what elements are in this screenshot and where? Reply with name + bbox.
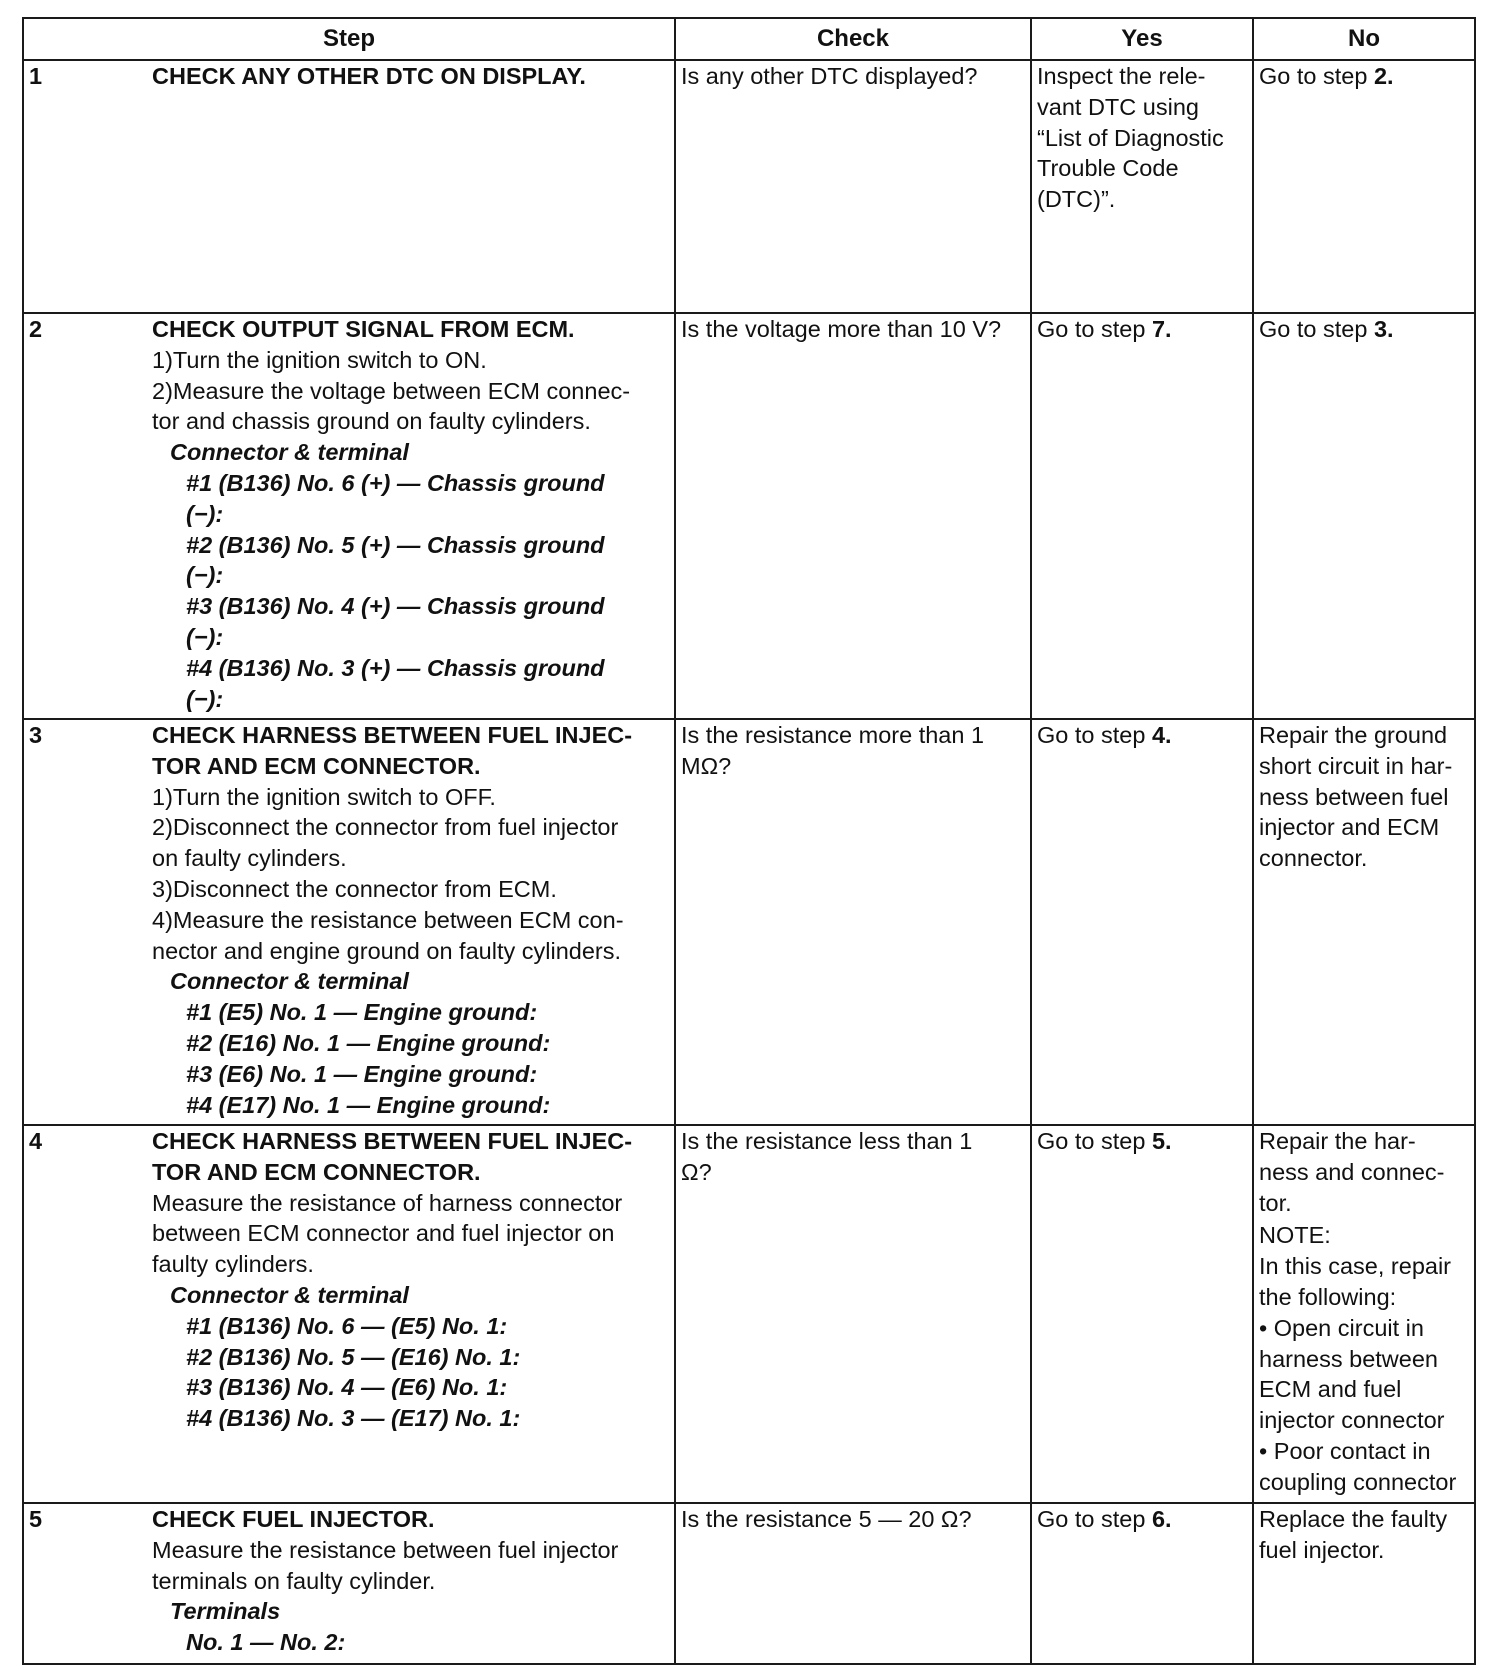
diagnostic-table (22, 17, 1476, 1665)
step-line: terminals on faulty cylinder. (152, 1567, 436, 1594)
terminal-line: No. 1 — No. 2: (186, 1629, 346, 1656)
step-line: faulty cylinders. (152, 1251, 314, 1278)
yes-line: vant DTC using (1037, 93, 1199, 120)
no-line: connector. (1259, 845, 1368, 872)
bullet-line: ECM and fuel (1259, 1376, 1402, 1403)
table-row (23, 1503, 1475, 1664)
yes-line: Inspect the rele- (1037, 63, 1206, 89)
table-row (23, 719, 1475, 1125)
step-title: TOR AND ECM CONNECTOR. (152, 752, 481, 779)
yes-line: “List of Diagnostic (1037, 124, 1224, 151)
no-cell (1253, 719, 1475, 1125)
step-line: Measure the resistance of harness connector (152, 1189, 623, 1216)
terminal-line: #2 (B136) No. 5 (+) — Chassis ground (186, 531, 605, 558)
check-cell (675, 719, 1031, 1125)
step-line: between ECM connector and fuel injector on (152, 1220, 615, 1247)
terminal-line: #1 (B136) No. 6 — (E5) No. 1: (186, 1312, 508, 1339)
yes-prefix: Go to step (1037, 316, 1152, 342)
yes-cell (1031, 60, 1253, 313)
step-cell (23, 60, 675, 313)
check-cell (675, 1503, 1031, 1664)
connector-heading: Connector & terminal (170, 439, 409, 466)
yes-prefix: Go to step (1037, 722, 1152, 748)
note-line: the following: (1259, 1283, 1397, 1310)
step-line: 1)Turn the ignition switch to ON. (152, 346, 487, 373)
no-step-ref: 3. (1373, 316, 1394, 342)
yes-cell (1031, 1503, 1253, 1664)
terminal-line: #3 (B136) No. 4 — (E6) No. 1: (186, 1374, 508, 1401)
note-label: NOTE: (1259, 1222, 1331, 1249)
step-number: 5 (29, 1506, 43, 1532)
step-number: 3 (29, 722, 43, 748)
step-line: 2)Disconnect the connector from fuel injector (152, 814, 619, 841)
check-text: Is the resistance 5 — 20 Ω? (681, 1506, 972, 1532)
terminal-line: (−): (186, 685, 224, 712)
step-title: CHECK OUTPUT SIGNAL FROM ECM. (152, 316, 575, 342)
no-line: ness between fuel (1259, 783, 1449, 810)
terminal-line: #2 (E16) No. 1 — Engine ground: (186, 1029, 551, 1056)
yes-step-ref: 4. (1151, 722, 1172, 748)
step-line: 4)Measure the resistance between ECM con- (152, 906, 624, 933)
no-line: tor. (1259, 1189, 1292, 1216)
terminal-line: #3 (B136) No. 4 (+) — Chassis ground (186, 593, 605, 620)
step-number: 4 (29, 1128, 43, 1154)
step-title: CHECK FUEL INJECTOR. (152, 1506, 435, 1532)
check-text: Ω? (681, 1158, 712, 1185)
check-cell (675, 313, 1031, 719)
note-line: In this case, repair (1259, 1253, 1452, 1280)
check-text: MΩ? (681, 752, 732, 779)
check-text: Is any other DTC displayed? (681, 63, 978, 89)
check-text: Is the voltage more than 10 V? (681, 316, 1002, 342)
step-cell (23, 1125, 675, 1503)
terminal-line: #2 (B136) No. 5 — (E16) No. 1: (186, 1343, 521, 1370)
step-line: Measure the resistance between fuel injector (152, 1536, 619, 1563)
step-title: CHECK HARNESS BETWEEN FUEL INJEC- (152, 1128, 633, 1154)
check-text: Is the resistance less than 1 (681, 1128, 973, 1154)
step-line: nector and engine ground on faulty cylinders. (152, 937, 622, 964)
header-check: Check (675, 18, 1031, 60)
terminal-line: #1 (B136) No. 6 (+) — Chassis ground (186, 469, 605, 496)
bullet-line: coupling connector (1259, 1468, 1457, 1495)
no-step-ref: 2. (1373, 63, 1394, 89)
terminal-line: #4 (E17) No. 1 — Engine ground: (186, 1091, 551, 1118)
no-line: short circuit in har- (1259, 752, 1453, 779)
no-line: Repair the har- (1259, 1128, 1416, 1154)
step-cell (23, 1503, 675, 1664)
yes-cell (1031, 1125, 1253, 1503)
yes-step-ref: 5. (1151, 1128, 1172, 1154)
bullet-item: • Open circuit in (1259, 1313, 1469, 1344)
bullet-item: • Poor contact in (1259, 1436, 1469, 1467)
yes-line: (DTC)”. (1037, 186, 1116, 213)
terminal-line: #3 (E6) No. 1 — Engine ground: (186, 1060, 538, 1087)
header-step: Step (23, 18, 675, 60)
terminal-line: (−): (186, 500, 224, 527)
yes-prefix: Go to step (1037, 1506, 1152, 1532)
bullet-line: injector connector (1259, 1407, 1445, 1434)
step-title: TOR AND ECM CONNECTOR. (152, 1158, 481, 1185)
table-row (23, 313, 1475, 719)
terminal-line: #1 (E5) No. 1 — Engine ground: (186, 999, 538, 1026)
terminal-line: (−): (186, 562, 224, 589)
step-title: CHECK ANY OTHER DTC ON DISPLAY. (152, 63, 586, 89)
yes-line: Trouble Code (1037, 155, 1179, 182)
no-cell (1253, 1125, 1475, 1503)
yes-cell (1031, 313, 1253, 719)
check-cell (675, 1125, 1031, 1503)
no-line: fuel injector. (1259, 1536, 1385, 1563)
yes-step-ref: 7. (1151, 316, 1172, 342)
table-row (23, 60, 1475, 313)
no-cell (1253, 313, 1475, 719)
terminals-heading: Terminals (170, 1598, 281, 1625)
no-prefix: Go to step (1259, 316, 1374, 342)
yes-prefix: Go to step (1037, 1128, 1152, 1154)
yes-step-ref: 6. (1151, 1506, 1172, 1532)
terminal-line: #4 (B136) No. 3 — (E17) No. 1: (186, 1405, 521, 1432)
step-number: 1 (29, 63, 43, 89)
terminal-line: #4 (B136) No. 3 (+) — Chassis ground (186, 654, 605, 681)
no-line: ness and connec- (1259, 1158, 1445, 1185)
step-number: 2 (29, 316, 43, 342)
no-line: injector and ECM (1259, 814, 1440, 841)
connector-heading: Connector & terminal (170, 1281, 409, 1308)
no-line: Replace the faulty (1259, 1506, 1448, 1532)
no-prefix: Go to step (1259, 63, 1374, 89)
no-cell (1253, 1503, 1475, 1664)
step-cell (23, 719, 675, 1125)
header-no: No (1253, 18, 1475, 60)
step-title: CHECK HARNESS BETWEEN FUEL INJEC- (152, 722, 633, 748)
no-line: Repair the ground (1259, 722, 1448, 748)
step-line: on faulty cylinders. (152, 845, 347, 872)
header-row (23, 18, 1475, 60)
check-text: Is the resistance more than 1 (681, 722, 985, 748)
step-line: 2)Measure the voltage between ECM connec- (152, 377, 631, 404)
step-cell (23, 313, 675, 719)
step-line: 3)Disconnect the connector from ECM. (152, 875, 557, 902)
yes-cell (1031, 719, 1253, 1125)
table-row (23, 1125, 1475, 1503)
no-cell (1253, 60, 1475, 313)
header-yes: Yes (1031, 18, 1253, 60)
bullet-line: harness between (1259, 1345, 1438, 1372)
terminal-line: (−): (186, 623, 224, 650)
check-cell (675, 60, 1031, 313)
step-line: tor and chassis ground on faulty cylinders. (152, 408, 591, 435)
connector-heading: Connector & terminal (170, 968, 409, 995)
step-line: 1)Turn the ignition switch to OFF. (152, 783, 496, 810)
